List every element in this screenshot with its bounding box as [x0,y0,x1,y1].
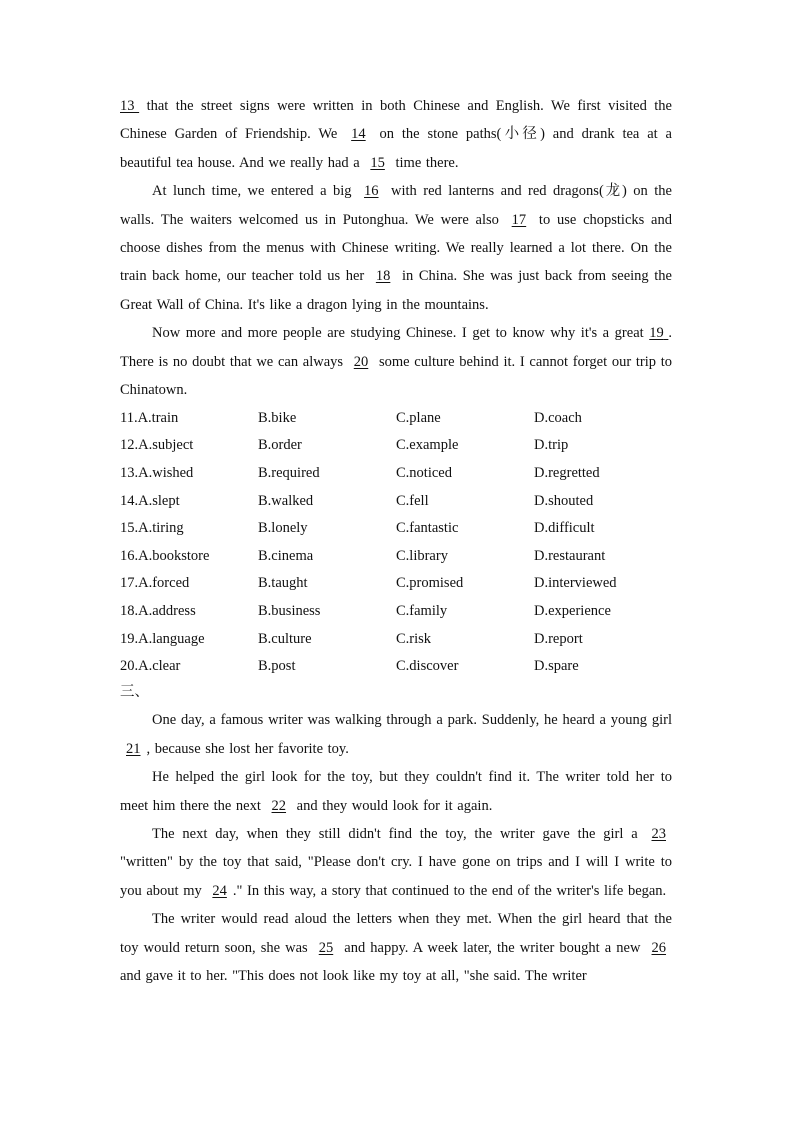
option-d: D.shouted [534,492,594,509]
option-a: 18.A.address [120,602,196,619]
blank-20: 20 [353,353,369,370]
option-d: D.trip [534,437,569,454]
passage-paragraph: 13 that the street signs were written in both Chinese and English. We first visited the Chinese Garden of Friendship. We 14 on the stone paths(小径) and drank tea at a beautiful tea house. And we really had a 15 time there. [120,92,672,177]
option-a: 19.A.language [120,630,205,647]
option-d: D.interviewed [534,575,617,592]
option-d: D.restaurant [534,547,606,564]
blank-18: 18 [375,268,391,285]
option-row [120,625,672,653]
section-heading: 三、 [120,684,149,701]
option-a: 20.A.clear [120,658,181,675]
option-row [120,570,672,598]
option-c: C.plane [396,409,441,426]
option-b: B.taught [258,575,308,592]
option-c: C.fantastic [396,520,459,537]
option-row [120,404,672,432]
option-d: D.difficult [534,520,595,537]
option-b: B.post [258,658,296,675]
passage-paragraph: The next day, when they still didn't find the toy, the writer gave the girl a 23 "written" by the toy that said, "Please don't cry. I have gone on trips and I will I write to you about my 24 ." In this way, a story that continued to the end of the writer's life began. [120,820,672,905]
option-c: C.risk [396,630,432,647]
option-d: D.coach [534,409,582,426]
passage-paragraph: At lunch time, we entered a big 16 with red lanterns and red dragons(龙) on the walls. The waiters welcomed us in Putonghua. We were also 17 to use chopsticks and choose dishes from the menus with Chinese writing. We really learned a lot there. On the train back home, our teacher told us her 18 in China. She was just back from seeing the Great Wall of China. It's like a dragon lying in the mountains. [120,177,672,319]
option-c: C.noticed [396,464,452,481]
option-b: B.cinema [258,547,314,564]
passage-paragraph: One day, a famous writer was walking through a park. Suddenly, he heard a young girl 21 , because she lost her favorite toy. [120,706,672,763]
option-a: 11.A.train [120,409,179,426]
option-b: B.business [258,602,321,619]
option-b: B.walked [258,492,314,509]
option-row [120,542,672,570]
blank-16: 16 [364,183,379,200]
option-a: 13.A.wished [120,464,194,481]
option-c: C.family [396,602,448,619]
option-row [120,515,672,543]
option-b: B.lonely [258,520,308,537]
blank-21: 21 [126,740,141,757]
option-b: B.order [258,437,302,454]
answer-options [120,404,672,680]
option-a: 14.A.slept [120,492,180,509]
blank-23: 23 [651,826,666,843]
option-row [120,460,672,488]
blank-26: 26 [651,939,667,956]
document-page [120,92,672,990]
blank-15: 15 [370,154,385,171]
option-d: D.report [534,630,583,647]
option-b: B.culture [258,630,312,647]
option-c: C.library [396,547,448,564]
blank-17: 17 [511,211,527,228]
option-d: D.experience [534,602,611,619]
option-c: C.discover [396,658,459,675]
option-a: 12.A.subject [120,437,194,454]
option-d: D.regretted [534,464,600,481]
passage-paragraph: Now more and more people are studying Chinese. I get to know why it's a great 19 . There is no doubt that we can always 20 some culture behind it. I cannot forget our trip to Chinatown. [120,319,672,404]
option-c: C.example [396,437,459,454]
passage-paragraph: The writer would read aloud the letters when they met. When the girl heard that the toy would return soon, she was 25 and happy. A week later, the writer bought a new 26 and gave it to her. "This does not look like my toy at all, "she said. The writer [120,911,672,985]
blank-24: 24 [212,882,227,899]
option-a: 17.A.forced [120,575,190,592]
passage-paragraph: He helped the girl look for the toy, but they couldn't find it. The writer told her to meet him there the next 22 and they would look for it again. [120,763,672,820]
blank-13: 13 [120,98,135,114]
option-b: B.bike [258,409,297,426]
blank-19: 19 [649,325,664,342]
option-row [120,653,672,681]
option-c: C.fell [396,492,429,509]
option-c: C.promised [396,575,464,592]
blank-25: 25 [318,939,334,956]
option-a: 16.A.bookstore [120,547,210,564]
option-b: B.required [258,464,320,481]
option-row [120,598,672,626]
option-row [120,432,672,460]
blank-14: 14 [351,126,366,143]
blank-22: 22 [271,797,287,814]
option-a: 15.A.tiring [120,520,184,537]
option-row [120,487,672,515]
option-d: D.spare [534,658,579,675]
